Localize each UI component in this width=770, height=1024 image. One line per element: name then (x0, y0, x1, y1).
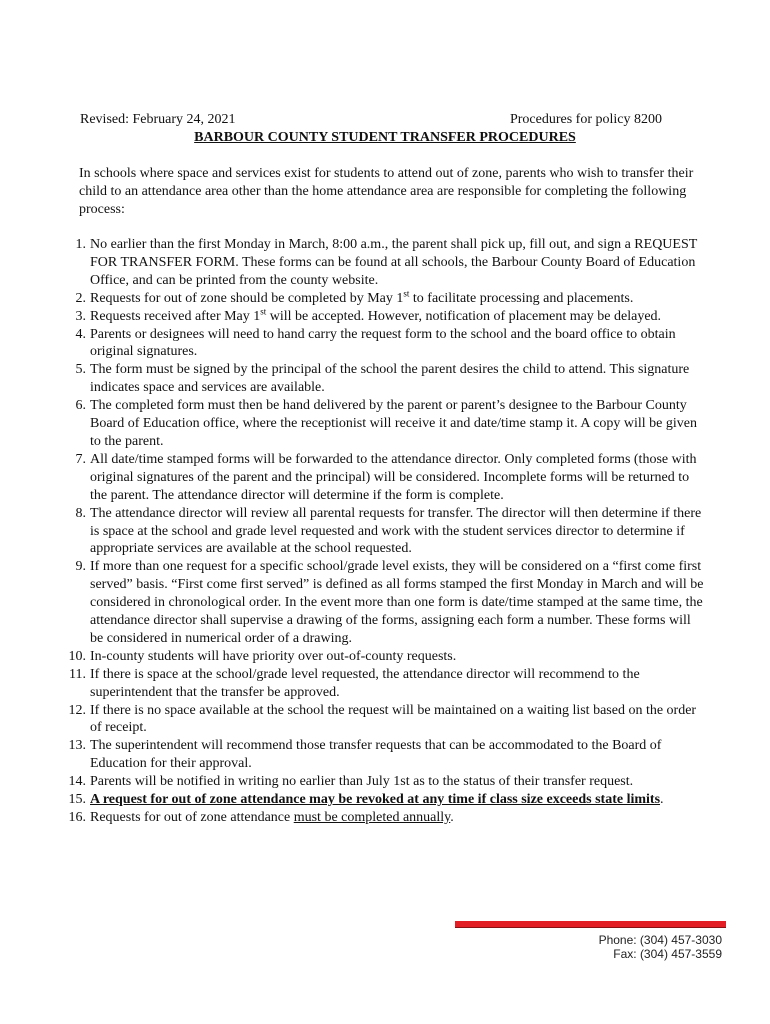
procedure-list (68, 236, 706, 827)
list-item: 11. If there is space at the school/grade level requested, the attendance director will recommend to the superintendent that the transfer be approved. (69, 666, 640, 700)
list-item: 8. The attendance director will review all parental requests for transfer. The director will then determine if there is space at the school and grade level requested and work with the student services director to determine if appropriate services are available at the school requested. (75, 505, 702, 557)
list-item: 2. Requests for out of zone should be completed by May 1st to facilitate processing and placements. (75, 288, 634, 306)
list-item: 9. If more than one request for a specific school/grade level exists, they will be considered on a “first come first served” basis. “First come first served” is defined as all forms stamped the first Monday in March and will be considered in chronological order. In the event more than one form is date/time stamped at the same time, the attendance director shall supervise a drawing of the forms, assigning each form a number. These forms will be considered in numerical order of a drawing. (75, 559, 704, 646)
list-item: 15. A request for out of zone attendance may be revoked at any time if class size exceeds state limits. (68, 792, 664, 808)
list-item: 4. Parents or designees will need to hand carry the request form to the school and the board office to obtain original signatures. (75, 326, 676, 360)
list-item: 14. Parents will be notified in writing no earlier than July 1st as to the status of their transfer request. (68, 774, 634, 790)
contact-info (520, 933, 722, 961)
fax-number: Fax: (304) 457-3559 (613, 947, 722, 961)
list-item: 10. In-county students will have priority over out-of-county requests. (68, 648, 457, 664)
list-item: 13. The superintendent will recommend those transfer requests that can be accommodated to the Board of Education for their approval. (68, 738, 662, 772)
revocation-notice: A request for out of zone attendance may be revoked at any time if class size exceeds state limits (90, 792, 661, 808)
list-item: 16. Requests for out of zone attendance must be completed annually. (68, 810, 454, 825)
list-item: 3. Requests received after May 1st will be accepted. However, notification of placement may be delayed. (75, 305, 662, 324)
annual-requirement: must be completed annually (293, 810, 451, 825)
revised-date: Revised: February 24, 2021 (80, 112, 236, 127)
phone-number: Phone: (304) 457-3030 (598, 933, 722, 947)
list-item: 5. The form must be signed by the principal of the school the parent desires the child to attend. This signature indicates space and services are available. (75, 362, 690, 396)
list-item: 6. The completed form must then be hand delivered by the parent or parent’s designee to the Barbour County Board of Education office, where the receptionist will receive it and date/time stamp it. A copy will be given to the parent. (75, 398, 698, 449)
list-item: 12. If there is no space available at the school the request will be maintained on a waiting list based on the order of receipt. (68, 702, 697, 736)
list-item: 1. No earlier than the first Monday in March, 8:00 a.m., the parent shall pick up, fill out, and sign a REQUEST FOR TRANSFER FORM. These forms can be found at all schools, the Barbour County Board of Education Office, and can be printed from the county website. (75, 237, 698, 288)
page-title: BARBOUR COUNTY STUDENT TRANSFER PROCEDURES (194, 130, 576, 145)
intro-paragraph: In schools where space and services exist for students to attend out of zone, parents who wish to transfer their child to an attendance area other than the home attendance area are responsible for completing the following process: (79, 166, 694, 217)
list-item: 7. All date/time stamped forms will be forwarded to the attendance director. Only completed forms (those with original signatures of the parent and the principal) will be considered. Incomplete forms will be returned to the parent. The attendance director will determine if the form is complete. (75, 451, 697, 503)
policy-reference: Procedures for policy 8200 (509, 112, 662, 127)
document-header (80, 112, 662, 128)
footer-accent-bar (455, 921, 726, 928)
